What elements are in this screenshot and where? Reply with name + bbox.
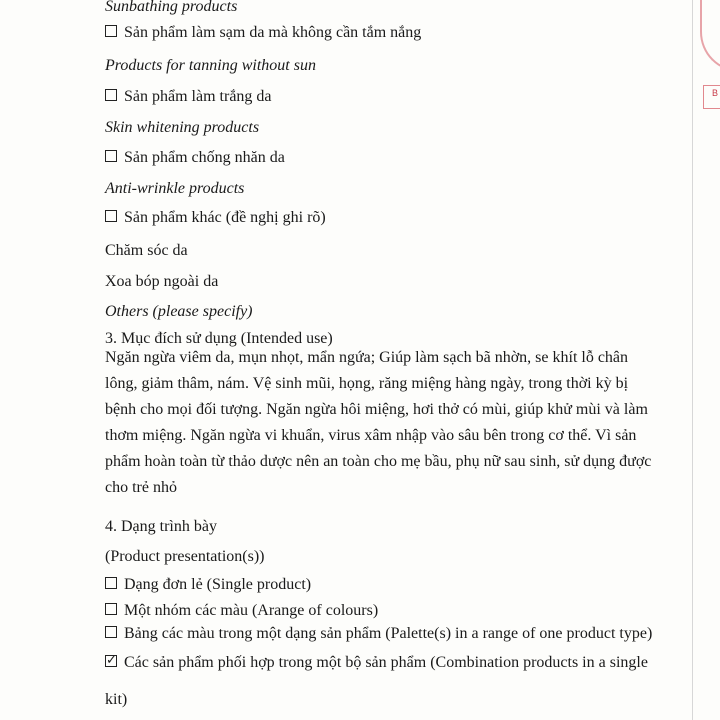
checkbox-empty[interactable]: [105, 25, 117, 37]
intended-use-paragraph: Ngăn ngừa viêm da, mụn nhọt, mẩn ngứa; Giúp làm sạch bã nhờn, se khít lỗ chân lông, giảm thâm, nám. Vệ sinh mũi, họng, răng miệng hàng ngày, trong thời kỳ bị bệnh cho mọi đối tượng. Ngăn ngừa hôi miệng, hơi thở có mùi, giúp khử mùi và làm thơm miệng. Ngăn ngừa vi khuẩn, virus xâm nhập vào sâu bên trong cơ thể. Vì sản phẩm hoàn toàn từ thảo dược nên an toàn cho mẹ bầu, phụ nữ sau sinh, sử dụng được cho trẻ nhỏ: [105, 349, 652, 496]
option-range-colours: Một nhóm các màu (Arange of colours): [105, 601, 378, 621]
tanning-en: Products for tanning without sun: [105, 57, 316, 74]
section4-subheading: (Product presentation(s)): [105, 548, 265, 565]
checkbox-checked-icon[interactable]: [105, 655, 117, 667]
option-palette: Bảng các màu trong một dạng sản phẩm (Palette(s) in a range of one product type): [105, 624, 652, 644]
others-item-skincare: Chăm sóc da: [105, 242, 188, 259]
checkbox-empty[interactable]: [105, 626, 117, 638]
checkbox-empty[interactable]: [105, 89, 117, 101]
page-edge-divider: [692, 0, 693, 720]
option-tanning-vi: Sản phẩm làm sạm da mà không cần tắm nắng: [105, 23, 421, 43]
others-en: Others (please specify): [105, 303, 253, 320]
option-others-vi: Sản phẩm khác (đề nghị ghi rõ): [105, 208, 326, 228]
red-stamp-arc: [700, 0, 720, 72]
section4-heading: 4. Dạng trình bày: [105, 518, 217, 535]
option-combination-cont: kit): [105, 691, 128, 708]
checkbox-empty[interactable]: [105, 150, 117, 162]
option-whitening-vi: Sản phẩm làm trắng da: [105, 87, 272, 107]
option-single-product: Dạng đơn lẻ (Single product): [105, 575, 311, 595]
checkbox-empty[interactable]: [105, 603, 117, 615]
sunbathing-en: Sunbathing products: [105, 0, 238, 15]
antiwrinkle-en: Anti-wrinkle products: [105, 180, 245, 197]
section3-heading: 3. Mục đích sử dụng (Intended use): [105, 330, 333, 347]
others-item-massage: Xoa bóp ngoài da: [105, 273, 219, 290]
stamp-letter: B: [712, 88, 719, 98]
option-combination: ✓Các sản phẩm phối hợp trong một bộ sản phẩm (Combination products in a single: [105, 653, 648, 673]
checkbox-empty[interactable]: [105, 577, 117, 589]
checkbox-empty[interactable]: [105, 210, 117, 222]
whitening-en: Skin whitening products: [105, 119, 260, 136]
option-antiwrinkle-vi: Sản phẩm chống nhăn da: [105, 148, 285, 168]
